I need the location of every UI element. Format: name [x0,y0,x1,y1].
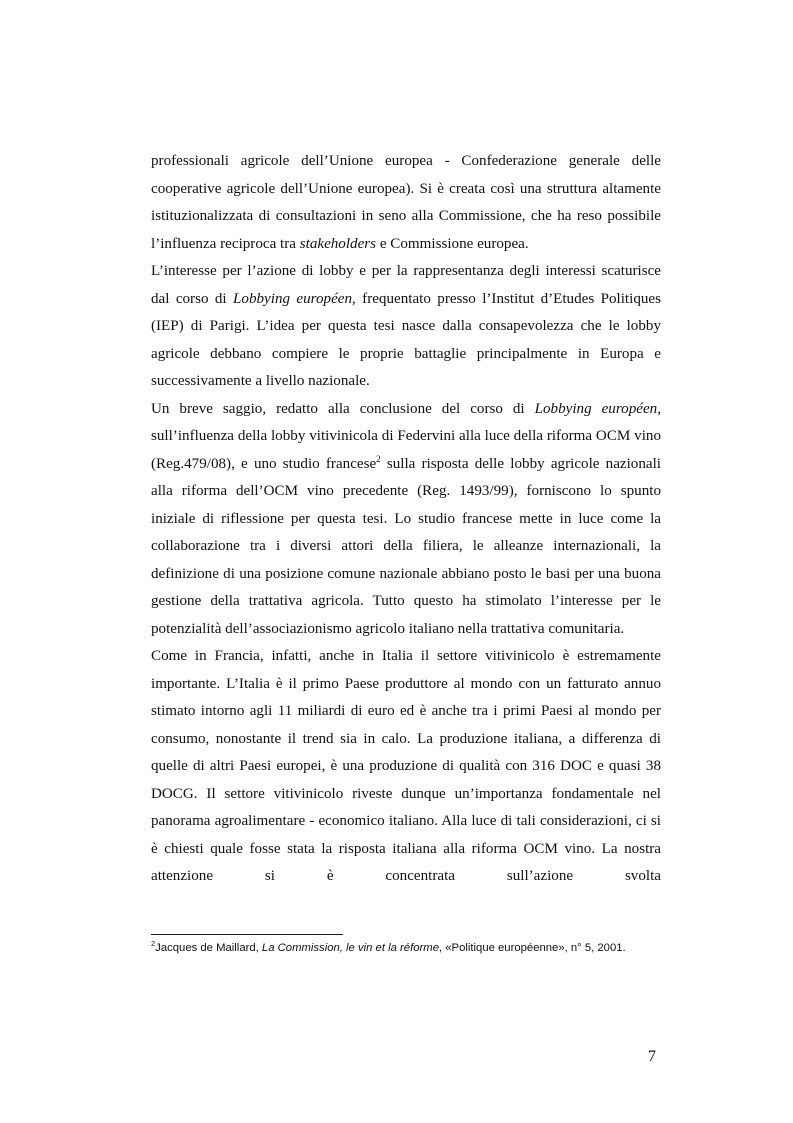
paragraph-2: L’interesse per l’azione di lobby e per la rappresentanza degli interessi scaturisce dal corso di Lobbying européen, frequentato presso l’Institut d’Etudes Politiques (IEP) di Parigi. L’idea per questa tesi nasce dalla consapevolezza che le lobby agricole debbano compiere le proprie battaglie principalmente in Europa e successivamente a livello nazionale. [151,263,661,389]
footnote [151,940,671,956]
italic-term: stakeholders [299,235,377,252]
footnote-reference[interactable]: 2 [376,453,381,464]
italic-term: Lobbying européen [534,400,658,417]
footnote-rest: , «Politique européenne», n° 5, 2001. [438,942,626,954]
paragraph-4: Come in Francia, infatti, anche in Italia il settore vitivinicolo è estremamente importante. L’Italia è il primo Paese produttore al mondo con un fatturato annuo stimato intorno agli 11 miliardi di euro ed è anche tra i primi Paesi al mondo per consumo, nonostante il trend sia in calo. La produzione italiana, a differenza di quelle di altri Paesi europei, è una produzione di qualità con 316 DOC e quasi 38 DOCG. Il settore vitivinicolo riveste dunque un’importanza fondamentale nel panorama agroalimentare - economico italiano. Alla luce di tali considerazioni, ci si è chiesti quale fosse stata la risposta italiana alla riforma OCM vino. La nostra attenzione si è concentrata sull’azione svolta [151,648,661,884]
footnote-title: La Commission, le vin et la réforme [261,942,439,954]
page-number: 7 [648,1048,656,1065]
paragraph-3: Un breve saggio, redatto alla conclusione del corso di Lobbying européen, sull’influenza della lobby vitivinicola di Federvini alla luce della riforma OCM vino (Reg.479/08), e uno studio francese$^2$ sulla risposta delle lobby agricole nazionali alla riforma dell’OCM vino precedente (Reg. 1493/99), forniscono lo spunto iniziale di riflessione per questa tesi. Lo studio francese mette in luce come la collaborazione tra i diversi attori della filiera, le alleanze internazionali, la definizione di una posizione comune nazionale abbiano posto le basi per una buona gestione della trattativa agricola. Tutto questo ha stimolato l’interesse per le potenzialità dell’associazionismo agricolo italiano nella trattativa comunitaria. [151,400,661,637]
italic-term: Lobbying européen [233,290,353,307]
footnote-author: Jacques de Maillard, [155,942,262,954]
paragraph-1: professionali agricole dell’Unione europea - Confederazione generale delle cooperative agricole dell’Unione europea). Si è creata così una struttura altamente istituzionalizzata di consultazioni in seno alla Commissione, che ha reso possibile l’influenza reciproca tra stakeholders e Commissione europea. [151,153,661,252]
body-text [151,148,661,891]
footnote-separator [151,934,343,935]
footnote-number: 2 [151,939,156,949]
